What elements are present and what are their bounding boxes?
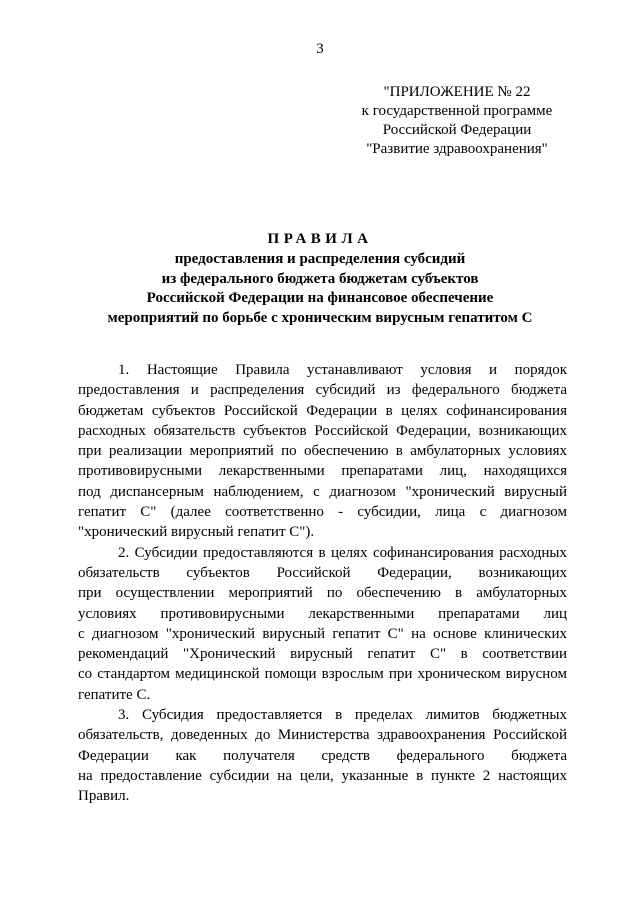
document-body <box>78 360 567 807</box>
appendix-header <box>352 83 562 159</box>
paragraph-3 <box>78 705 567 806</box>
text-line: условиях противовирусными лекарственными препаратами лиц <box>78 605 567 622</box>
text-line: предоставления и распределения субсидий из федерального бюджета <box>78 382 567 399</box>
text-line: на предоставление субсидии на цели, указанные в пункте 2 настоящих <box>78 767 567 784</box>
text-line: гепатите С. <box>78 686 151 703</box>
text-line: 3. Субсидия предоставляется в пределах лимитов бюджетных <box>118 707 567 724</box>
document-subtitle <box>40 250 600 328</box>
page-number: 3 <box>316 41 324 57</box>
text-line: под диспансерным наблюдением, с диагнозом "хронический вирусный <box>78 483 567 500</box>
subtitle-line: предоставления и распределения субсидий <box>174 251 466 267</box>
text-line: при реализации мероприятий по обеспечению в амбулаторных условиях <box>78 443 567 460</box>
text-line: Правил. <box>78 788 130 805</box>
paragraph-2 <box>78 543 567 705</box>
text-line: 1. Настоящие Правила устанавливают условия и порядок <box>118 362 567 378</box>
text-line: рекомендаций "Хронический вирусный гепатит С" в соответствии <box>78 646 567 663</box>
appendix-line: Российской Федерации <box>382 122 532 138</box>
document-title: ПРАВИЛА <box>267 231 373 247</box>
text-line: Федерации как получателя средств федерального бюджета <box>78 747 567 764</box>
subtitle-line: Российской Федерации на финансовое обеспечение <box>146 290 494 306</box>
text-line: со стандартом медицинской помощи взрослым при хроническом вирусном <box>78 666 567 683</box>
text-line: 2. Субсидии предоставляются в целях софинансирования расходных <box>118 544 567 561</box>
subtitle-line: мероприятий по борьбе с хроническим вирусным гепатитом С <box>107 309 533 326</box>
text-line: при осуществлении мероприятий по обеспечению в амбулаторных <box>78 585 567 602</box>
paragraph-1 <box>78 360 567 543</box>
text-line: гепатит С" (далее соответственно - субсидии, лица с диагнозом <box>78 504 567 521</box>
text-line: "хронический вирусный гепатит С"). <box>78 524 315 541</box>
text-line: бюджетам субъектов Российской Федерации в целях софинансирования <box>78 402 567 419</box>
text-line: с диагнозом "хронический вирусный гепатит С" на основе клинических <box>78 625 567 642</box>
text-line: расходных обязательств субъектов Российской Федерации, возникающих <box>78 422 567 439</box>
appendix-line: "Развитие здравоохранения" <box>366 141 548 157</box>
subtitle-line: из федерального бюджета бюджетам субъектов <box>161 270 479 287</box>
text-line: обязательств субъектов Российской Федерации, возникающих <box>78 564 567 581</box>
appendix-line: "ПРИЛОЖЕНИЕ № 22 <box>383 84 531 100</box>
appendix-line: к государственной программе <box>361 103 553 119</box>
text-line: противовирусными лекарственными препаратами лиц, находящихся <box>78 463 567 480</box>
text-line: обязательств, доведенных до Министерства здравоохранения Российской <box>78 727 567 744</box>
